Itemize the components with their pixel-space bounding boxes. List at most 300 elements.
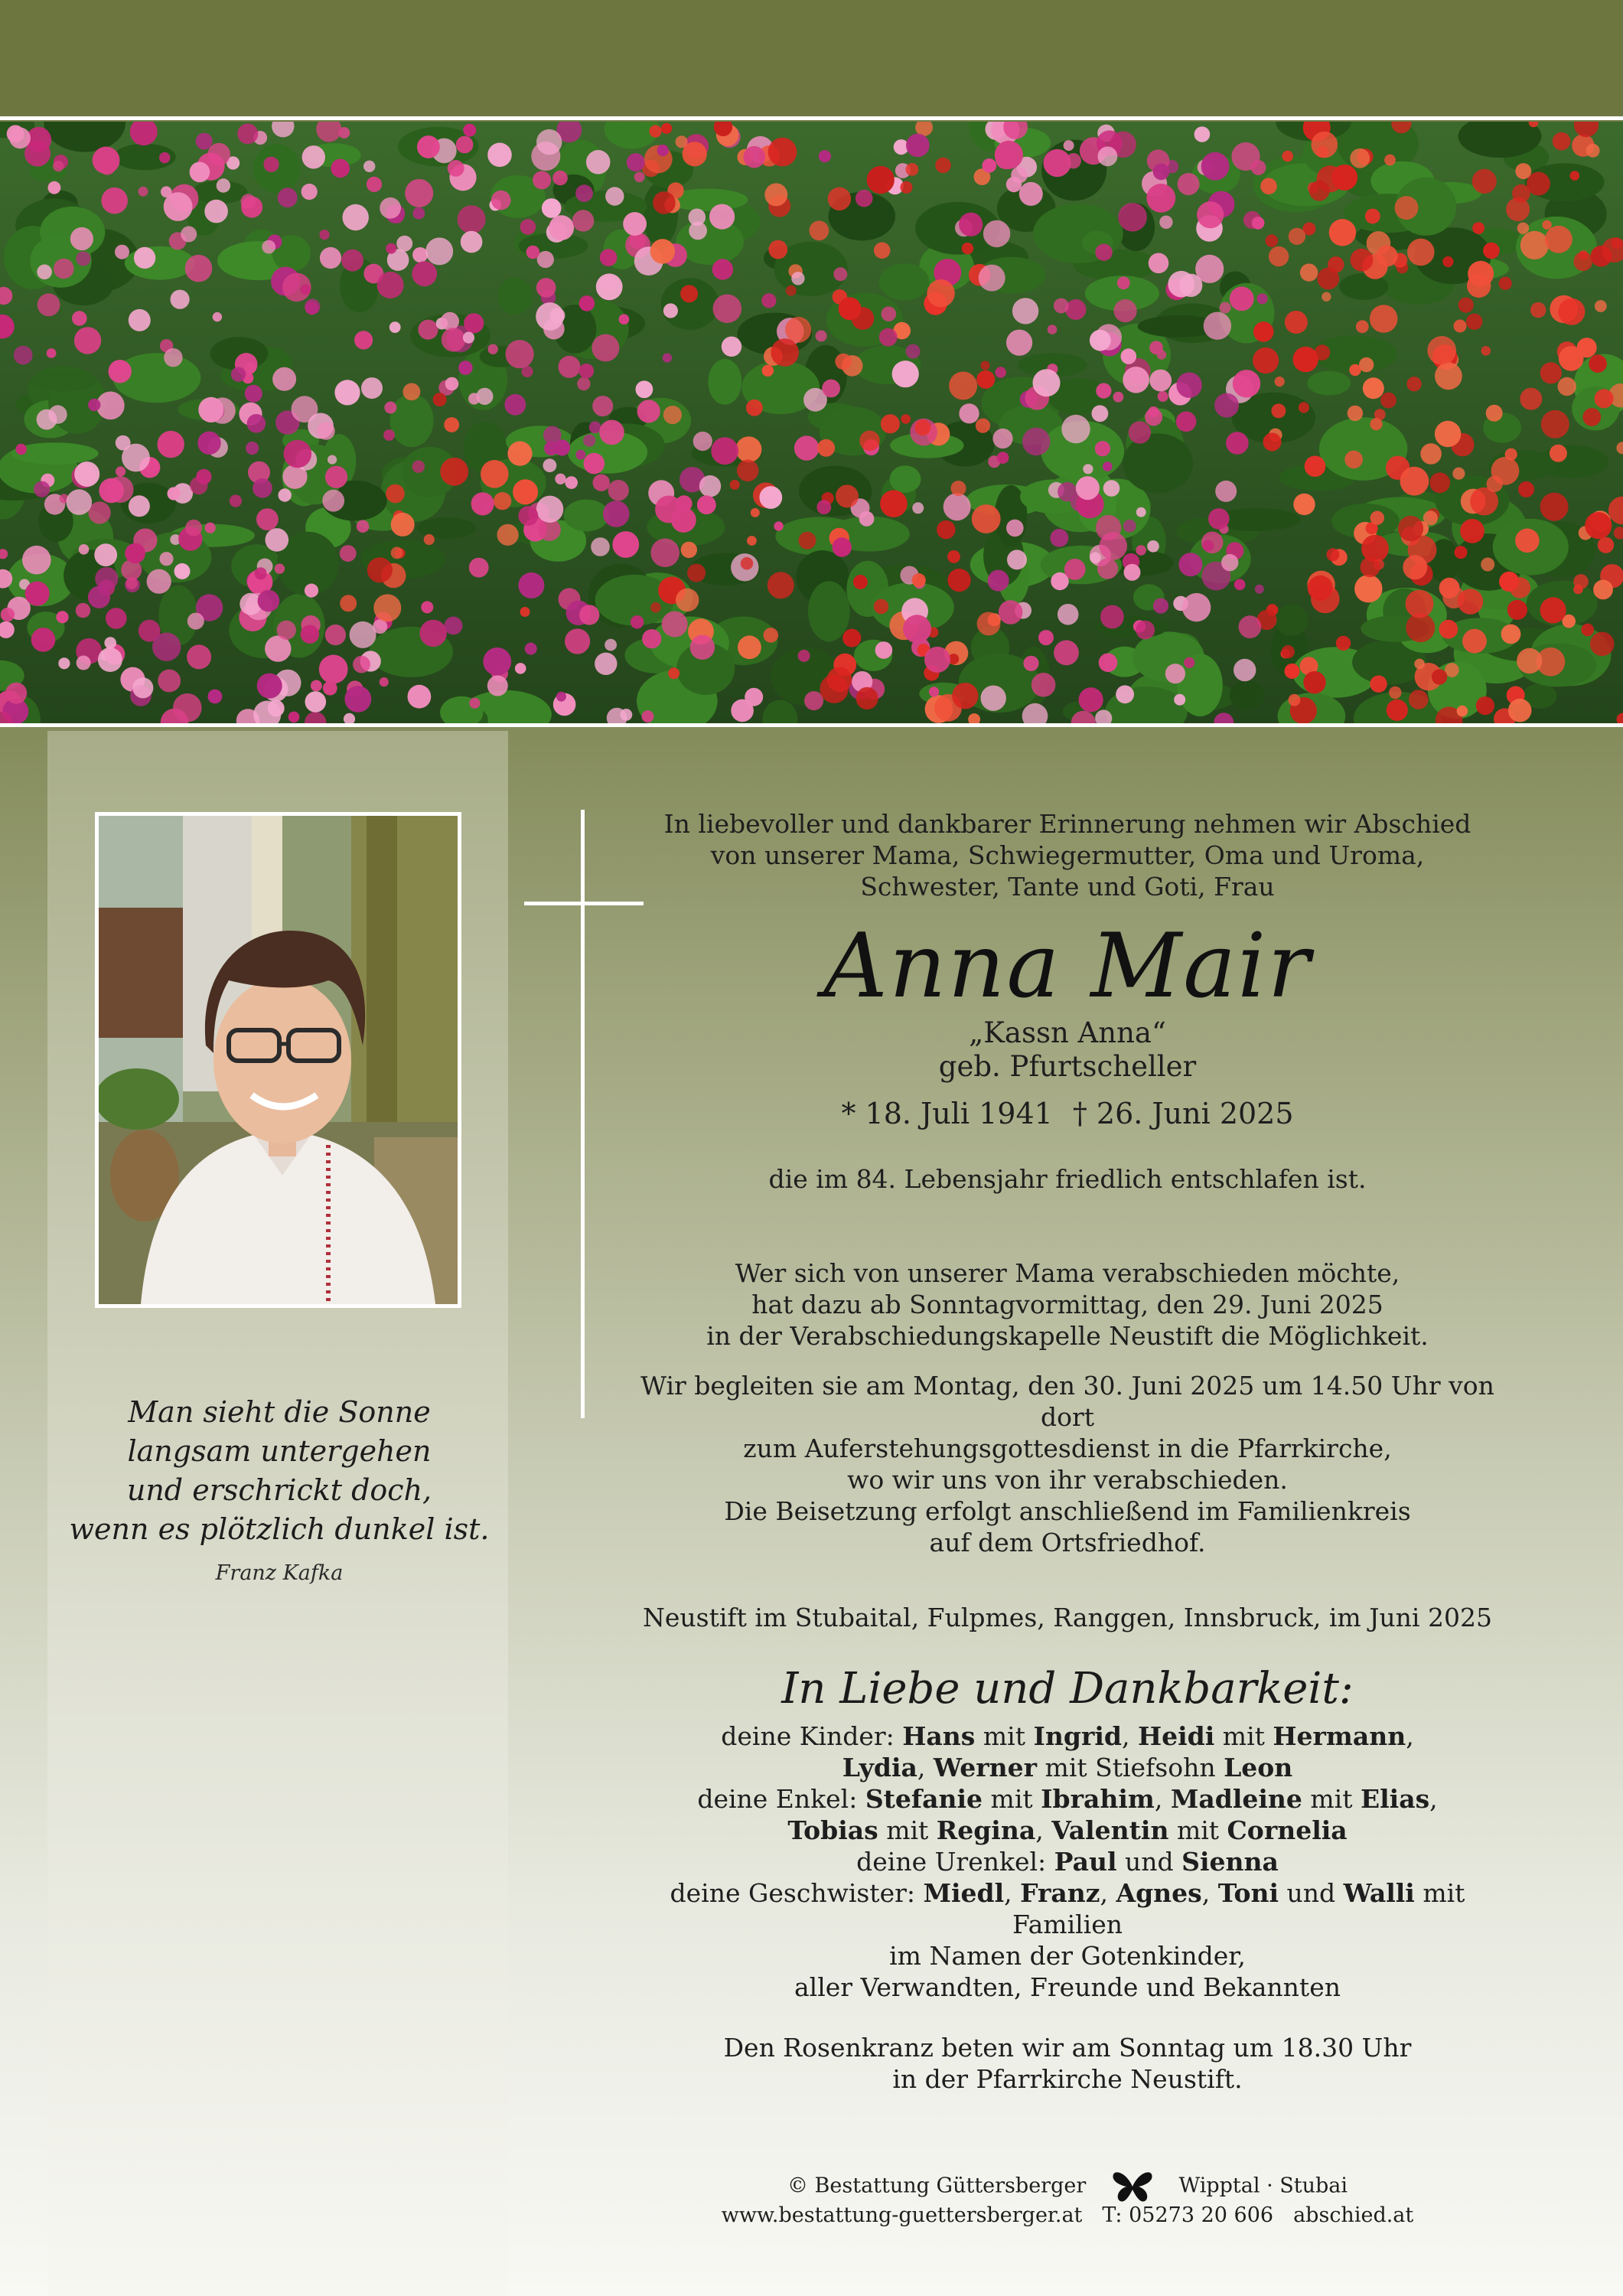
flower-petal [722, 337, 741, 357]
footer-phone: T: 05273 20 606 [1102, 2203, 1274, 2227]
flower-petal [1226, 432, 1249, 455]
flower-petal [1317, 268, 1339, 290]
flower-petal [456, 136, 474, 154]
flower-petal [1558, 298, 1585, 325]
flower-petal [1282, 645, 1295, 658]
flower-petal [579, 364, 595, 379]
flower-petal [1136, 621, 1155, 640]
flower-petal [159, 152, 170, 163]
flower-petal [1064, 559, 1086, 580]
flower-petal [1454, 320, 1467, 333]
flower-petal [461, 231, 483, 253]
flower-petal [469, 698, 480, 709]
flower-petal [340, 595, 357, 612]
flower-petal [1234, 579, 1246, 591]
mourners-grandchildren-line-2 [627, 1815, 1507, 1846]
flower-petal [481, 460, 509, 488]
flower-petal [1455, 546, 1468, 559]
leaf-shape [808, 581, 850, 641]
flower-petal [977, 612, 1001, 636]
flower-petal [697, 495, 716, 514]
flower-petal [1387, 700, 1408, 721]
flower-petal [741, 557, 753, 569]
flower-petal [1221, 554, 1238, 571]
flower-petal [1145, 409, 1162, 426]
flower-petal [526, 246, 540, 259]
footer-site2[interactable]: abschied.at [1293, 2203, 1414, 2227]
flower-petal [937, 520, 955, 539]
flower-petal [549, 215, 574, 240]
flower-petal [98, 647, 122, 672]
flower-petal [181, 226, 197, 242]
flower-petal [901, 414, 911, 424]
flower-petal [94, 543, 117, 566]
flower-petal [464, 313, 484, 333]
flower-petal [1543, 220, 1552, 230]
flower-petal [458, 205, 486, 233]
flower-petal [681, 542, 697, 558]
flower-petal [855, 190, 873, 207]
birth-date: * 18. Juli 1941 [841, 1097, 1053, 1130]
viewing-line: Wer sich von unserer Mama verabschieden möchte, [735, 1258, 1400, 1288]
flower-petal [1095, 441, 1110, 456]
flower-petal [288, 712, 300, 723]
flower-petal [1, 608, 15, 621]
sep: , [1201, 1878, 1218, 1908]
flower-petal [785, 317, 811, 343]
flower-petal [1344, 451, 1363, 469]
flower-petal [662, 612, 688, 638]
flower-petal [350, 621, 376, 648]
flower-petal [109, 360, 132, 383]
flower-petal [1090, 330, 1111, 351]
flower-petal [1023, 656, 1038, 671]
flower-petal [421, 601, 433, 613]
flower-petal [730, 480, 740, 490]
flower-petal [1116, 685, 1134, 703]
flower-petal [1100, 532, 1127, 559]
flower-petal [962, 243, 973, 254]
flower-petal [1097, 558, 1118, 579]
flower-petal [1389, 687, 1401, 699]
flower-petal [1481, 346, 1491, 356]
flower-petal [713, 295, 742, 324]
leaf-shape [890, 465, 921, 493]
flower-petal [458, 360, 473, 375]
flower-petal [405, 179, 433, 207]
flower-petal [583, 435, 595, 447]
flower-petal [959, 403, 979, 423]
leaf-shape [497, 278, 533, 315]
flower-petal [764, 183, 787, 206]
flower-petal [1178, 553, 1202, 576]
flower-petal [1255, 585, 1264, 594]
flower-petal [344, 686, 371, 713]
flower-petal [1136, 507, 1146, 517]
flower-petal [126, 578, 138, 589]
flower-petal [237, 123, 258, 144]
flower-petal [301, 625, 319, 644]
flower-petal [983, 158, 997, 173]
sep: , [917, 1753, 934, 1782]
flower-petal [586, 150, 611, 174]
flower-banner-image [0, 122, 1623, 723]
flower-petal [1065, 299, 1086, 320]
flower-petal [25, 582, 50, 606]
flower-petal [1442, 256, 1453, 267]
flower-petal [1501, 625, 1521, 644]
flower-petal [380, 677, 389, 687]
flower-petal [1121, 348, 1137, 364]
sep: , [1429, 1784, 1438, 1814]
flower-petal [1234, 659, 1256, 681]
flower-petal [559, 356, 581, 378]
flower-petal [445, 617, 463, 635]
flower-petal [104, 637, 116, 649]
flower-petal [99, 158, 116, 174]
flower-petal [88, 399, 100, 411]
flower-petal [1573, 252, 1592, 271]
name: Franz [1020, 1878, 1100, 1908]
flower-petal [1098, 146, 1118, 166]
flower-petal [1518, 481, 1534, 497]
flower-petal [711, 437, 738, 465]
viewing-line: in der Verabschiedungskapelle Neustift die Möglichkeit. [706, 1321, 1429, 1351]
flower-petal [817, 439, 835, 457]
flower-petal [1157, 350, 1166, 359]
flower-petal [1275, 377, 1285, 386]
flower-petal [412, 461, 425, 473]
flower-petal [1361, 535, 1389, 563]
flower-petal [892, 360, 919, 387]
flower-petal [1423, 510, 1438, 525]
flower-petal [972, 504, 1001, 533]
flower-petal [1293, 494, 1315, 515]
flower-petal [391, 513, 415, 536]
flower-petal [1515, 163, 1531, 179]
funeral-line: Wir begleiten sie am Montag, den 30. Juni 2025 um 14.50 Uhr von dort [640, 1371, 1494, 1432]
flower-petal [1481, 558, 1494, 572]
flower-petal [1165, 664, 1185, 683]
flower-petal [1179, 274, 1202, 297]
flower-petal [515, 663, 526, 674]
flower-petal [1517, 223, 1529, 234]
flower-petal [1573, 574, 1589, 589]
flower-petal [634, 171, 645, 182]
flower-petal [576, 450, 586, 460]
flower-petal [774, 521, 783, 530]
flower-petal [494, 492, 511, 510]
flower-petal [835, 354, 851, 370]
flower-petal [190, 477, 207, 494]
flower-petal [205, 523, 216, 533]
name: Tobias [787, 1815, 878, 1845]
flower-petal [816, 500, 831, 514]
flower-petal [412, 207, 425, 220]
flower-petal [1468, 261, 1494, 287]
nickname: „Kassn Anna“ [969, 1016, 1166, 1049]
flower-petal [596, 273, 623, 300]
flower-petal [158, 670, 181, 693]
flower-petal [1462, 629, 1487, 654]
flower-petal [53, 161, 64, 171]
closing-heading: In Liebe und Dankbarkeit: [781, 1664, 1354, 1714]
flower-petal [1054, 641, 1079, 666]
flower-petal [593, 475, 610, 491]
flower-petal [912, 573, 926, 587]
flower-petal [1553, 132, 1571, 151]
flower-petal [1350, 148, 1370, 168]
flower-petal [1201, 152, 1230, 181]
flower-petal [384, 402, 396, 414]
flower-petal [996, 367, 1006, 377]
flower-petal [1149, 253, 1169, 274]
conj: mit [975, 1721, 1034, 1751]
flower-petal [536, 496, 563, 523]
flower-petal [506, 340, 534, 368]
flower-petal [197, 432, 220, 455]
name: Werner [933, 1753, 1038, 1782]
banner-top-rule [0, 116, 1623, 120]
flower-petal [230, 494, 242, 507]
flower-petal [880, 490, 908, 517]
flower-petal [1184, 657, 1194, 668]
sep: , [1100, 1878, 1116, 1908]
flower-petal [600, 249, 618, 266]
flower-petal [168, 487, 181, 500]
flower-petal [16, 444, 27, 455]
flower-petal [1118, 203, 1147, 232]
flower-petal [1598, 537, 1614, 553]
flower-petal [48, 181, 61, 194]
flower-petal [1031, 673, 1056, 697]
flower-petal [661, 123, 672, 134]
flower-petal [655, 496, 683, 523]
flower-petal [302, 145, 325, 168]
flower-petal [1174, 694, 1185, 706]
flower-petal [608, 480, 629, 501]
flower-petal [1400, 467, 1429, 496]
intro-line: von unserer Mama, Schwiegermutter, Oma und Uroma, [710, 840, 1425, 870]
flower-petal [1006, 520, 1024, 537]
flower-petal [70, 227, 93, 250]
flower-petal [1214, 393, 1239, 418]
flower-petal [1370, 676, 1387, 693]
flower-petal [1011, 167, 1028, 184]
flower-petal [185, 520, 202, 536]
name: Walli [1343, 1878, 1415, 1908]
flower-petal [761, 293, 776, 308]
death-date: † 26. Juni 2025 [1072, 1097, 1294, 1130]
flower-petal [1466, 314, 1482, 330]
flower-petal [445, 377, 459, 391]
flower-petal [537, 251, 554, 268]
flower-petal [386, 484, 405, 504]
flower-petal [1336, 636, 1351, 651]
flower-petal [116, 466, 125, 476]
flower-petal [217, 178, 230, 192]
flower-petal [867, 166, 895, 194]
flower-petal [1303, 671, 1325, 693]
flower-petal [819, 150, 831, 162]
leaf-shape [708, 359, 741, 405]
flower-petal [418, 320, 438, 340]
flower-petal [363, 161, 375, 172]
flower-petal [988, 570, 1009, 592]
flower-petal [300, 285, 311, 295]
flower-petal [487, 676, 508, 696]
sep: , [1406, 1721, 1414, 1751]
flower-petal [1429, 472, 1450, 493]
flower-petal [709, 204, 735, 230]
flower-petal [1348, 406, 1363, 421]
flower-petal [187, 644, 211, 669]
leaf-shape [879, 263, 930, 301]
flower-petal [699, 475, 721, 497]
flower-petal [676, 135, 688, 148]
flower-petal [768, 572, 794, 598]
footer-website[interactable]: www.bestattung-guettersberger.at [721, 2203, 1083, 2227]
intro-text [627, 808, 1507, 902]
flower-petal [859, 511, 875, 527]
leaf-shape [1123, 433, 1193, 493]
flower-petal [1395, 196, 1419, 220]
flower-petal [164, 348, 182, 367]
flower-petal [1452, 468, 1465, 480]
flower-petal [1589, 354, 1607, 373]
flower-petal [1176, 373, 1201, 398]
flower-petal [1252, 217, 1265, 230]
flower-petal [875, 641, 893, 659]
banner-bottom-rule [0, 723, 1623, 727]
flower-petal [737, 460, 759, 482]
name: Stefanie [865, 1784, 983, 1814]
flower-petal [245, 385, 262, 403]
leaf-shape [31, 370, 97, 391]
rosary-line: in der Pfarrkirche Neustift. [892, 2064, 1243, 2094]
flower-petal [258, 590, 280, 612]
flower-petal [1363, 377, 1384, 399]
label: deine Enkel: [697, 1784, 865, 1814]
name: Elias [1360, 1784, 1430, 1814]
flower-petal [5, 683, 27, 704]
flower-petal [1577, 338, 1597, 357]
name: Valentin [1051, 1815, 1169, 1845]
flower-petal [1326, 548, 1339, 561]
footer-region: Wipptal · Stubai [1178, 2174, 1348, 2198]
flower-petal [520, 607, 530, 617]
portrait-illustration [99, 816, 458, 1304]
flower-petal [56, 611, 68, 623]
flower-petal [1096, 383, 1111, 399]
flower-petal [856, 687, 878, 709]
mourners-list [627, 1720, 1507, 2003]
flower-petal [354, 331, 373, 349]
flower-petal [1460, 519, 1484, 543]
flower-petal [54, 259, 74, 279]
flower-petal [605, 639, 617, 651]
cross-icon-bar [524, 902, 644, 905]
flower-petal [96, 392, 125, 420]
flower-petal [1012, 298, 1038, 324]
flower-petal [543, 458, 557, 472]
flower-petal [947, 550, 960, 563]
flower-petal [1406, 590, 1434, 618]
flower-petal [680, 285, 698, 302]
flower-petal [981, 686, 1006, 711]
flower-petal [764, 628, 779, 643]
flower-petal [1197, 201, 1224, 228]
flower-petal [412, 247, 428, 263]
flower-petal [1520, 388, 1542, 410]
flower-petal [1527, 172, 1550, 196]
name: Miedl [923, 1878, 1005, 1908]
flower-petal [1512, 184, 1530, 203]
flower-petal [262, 240, 275, 254]
name: Madleine [1170, 1784, 1302, 1814]
flower-petal [1356, 320, 1369, 333]
flower-petal [1349, 364, 1361, 376]
name: Ingrid [1033, 1721, 1122, 1751]
flower-petal [158, 431, 184, 458]
flower-petal [341, 249, 363, 272]
flower-petal [1590, 632, 1615, 657]
flower-petal [636, 380, 653, 398]
flower-petal [343, 204, 369, 230]
flower-petal [992, 429, 1012, 448]
flower-petal [1208, 508, 1230, 530]
name: Toni [1217, 1878, 1279, 1908]
place-date: Neustift im Stubaital, Fulpmes, Ranggen, Innsbruck, im Juni 2025 [643, 1603, 1492, 1632]
flower-petal [488, 344, 498, 354]
conj: mit Stiefsohn [1037, 1753, 1224, 1782]
flower-petal [1100, 605, 1124, 629]
flower-petal [882, 306, 897, 321]
flower-petal [738, 635, 761, 659]
flower-petal [822, 380, 840, 398]
leaf-shape [564, 500, 610, 532]
flower-petal [367, 177, 382, 192]
top-color-band [0, 0, 1623, 113]
flower-petal [253, 478, 272, 498]
flower-petal [642, 710, 654, 722]
flower-petal [373, 594, 401, 621]
flower-petal [1076, 476, 1100, 500]
conj: und [1279, 1878, 1344, 1908]
flower-petal [1117, 276, 1130, 289]
flower-petal [1099, 654, 1118, 673]
flower-petal [1007, 550, 1027, 569]
flower-petal [420, 620, 447, 647]
flower-petal [334, 380, 360, 405]
flower-petal [1458, 298, 1474, 313]
flower-petal [1289, 694, 1301, 706]
flower-petal [1508, 699, 1532, 722]
flower-petal [1282, 151, 1293, 162]
flower-petal [1285, 664, 1300, 679]
mourners-greatgrandchildren-line [627, 1846, 1507, 1877]
name: Regina [936, 1815, 1036, 1845]
flower-petal [999, 600, 1023, 625]
name: Leon [1224, 1753, 1293, 1782]
flower-petal [912, 502, 924, 514]
flower-petal [305, 691, 327, 713]
flower-petal [471, 492, 494, 515]
flower-petal [906, 344, 921, 359]
leaf-shape [1230, 681, 1265, 710]
flower-petal [1359, 357, 1374, 372]
flower-petal [810, 220, 829, 240]
